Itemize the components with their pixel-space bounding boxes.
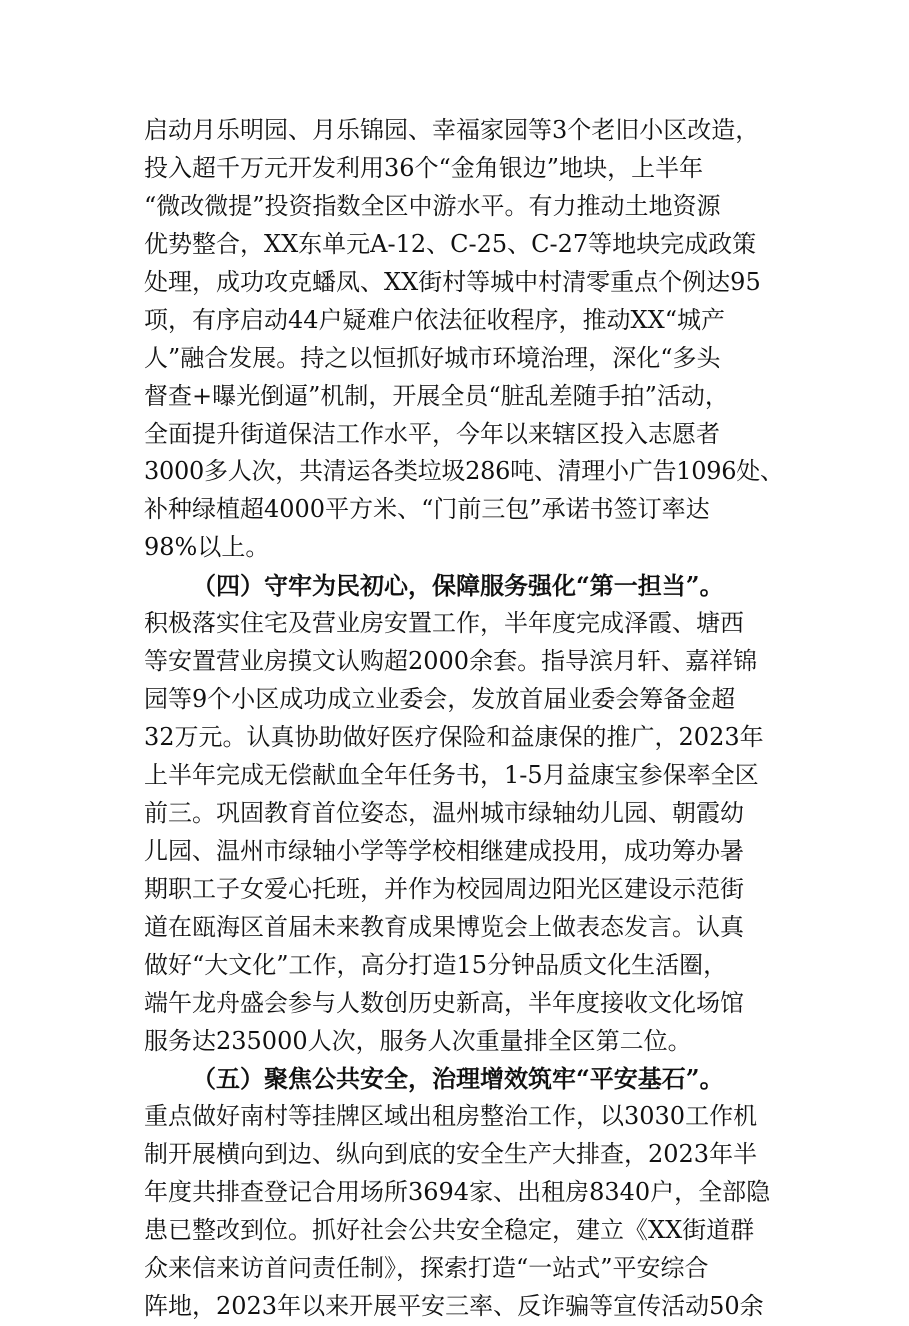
paragraph-line: 做好“大文化”工作，高分打造15分钟品质文化生活圈， [144,950,728,979]
paragraph-line: 患已整改到位。抓好社会公共安全稳定，建立《XX街道群 [144,1216,755,1245]
paragraph-line: 补种绿植超4000平方米、“门前三包”承诺书签订率达 [144,495,710,524]
paragraph-line: 启动月乐明园、月乐锦园、幸福家园等3个老旧小区改造， [144,116,760,144]
paragraph-line: 重点做好南村等挂牌区域出租房整治工作，以3030工作机 [144,1102,758,1131]
paragraph-line: 人”融合发展。持之以恒抓好城市环境治理，深化“多头 [144,343,721,372]
paragraph-line: 阵地，2023年以来开展平安三率、反诈骗等宣传活动50余 [144,1292,764,1321]
paragraph-line: 项，有序启动44户疑难户依法征收程序，推动XX“城产 [144,305,725,334]
paragraph-line: 督查+曝光倒逼”机制，开展全员“脏乱差随手拍”活动， [144,381,729,410]
body-text [144,112,784,1326]
paragraph-line: 儿园、温州市绿轴小学等学校相继建成投用，成功筹办暑 [144,836,744,865]
paragraph-line: 98%以上。 [144,533,270,562]
paragraph-line: 前三。巩固教育首位姿态，温州城市绿轴幼儿园、朝霞幼 [144,798,744,827]
paragraph-line: 众来信来访首问责任制》，探索打造“一站式”平安综合 [144,1254,709,1283]
paragraph-line: 投入超千万元开发利用36个“金角银边”地块，上半年 [144,153,704,182]
paragraph-line: 上半年完成无偿献血全年任务书，1-5月益康宝参保率全区 [144,760,759,789]
section-heading: （四）守牢为民初心，保障服务强化“第一担当”。 [192,571,724,601]
paragraph-line: 园等9个小区成功成立业委会，发放首届业委会筹备金超 [144,685,736,714]
paragraph-line: 制开展横向到边、纵向到底的安全生产大排查，2023年半 [144,1140,758,1169]
paragraph-line: 等安置营业房摸文认购超2000余套。指导滨月轩、嘉祥锦 [144,647,758,676]
paragraph-line: 端午龙舟盛会参与人数创历史新高，半年度接收文化场馆 [144,988,744,1017]
paragraph-line: 服务达235000人次，服务人次重量排全区第二位。 [144,1026,692,1055]
paragraph-line: 积极落实住宅及营业房安置工作，半年度完成泽霞、塘西 [144,609,744,638]
paragraph-line: “微改微提”投资指数全区中游水平。有力推动土地资源 [144,191,721,220]
paragraph-line: 全面提升街道保洁工作水平，今年以来辖区投入志愿者 [144,419,720,448]
paragraph-line: 3000多人次，共清运各类垃圾286吨、清理小广告1096处、 [144,457,784,486]
paragraph-line: 优势整合，XX东单元A-12、C-25、C-27等地块完成政策 [144,229,757,258]
paragraph-line: 处理，成功攻克蟠凤、XX街村等城中村清零重点个例达95 [144,267,761,296]
paragraph-line: 道在瓯海区首届未来教育成果博览会上做表态发言。认真 [144,912,744,941]
section-heading: （五）聚焦公共安全，治理增效筑牢“平安基石”。 [192,1064,724,1094]
paragraph-line: 32万元。认真协助做好医疗保险和益康保的推广，2023年 [144,723,764,751]
paragraph-line: 期职工子女爱心托班，并作为校园周边阳光区建设示范街 [144,874,744,903]
paragraph-line: 年度共排查登记合用场所3694家、出租房8340户，全部隐 [144,1178,771,1207]
